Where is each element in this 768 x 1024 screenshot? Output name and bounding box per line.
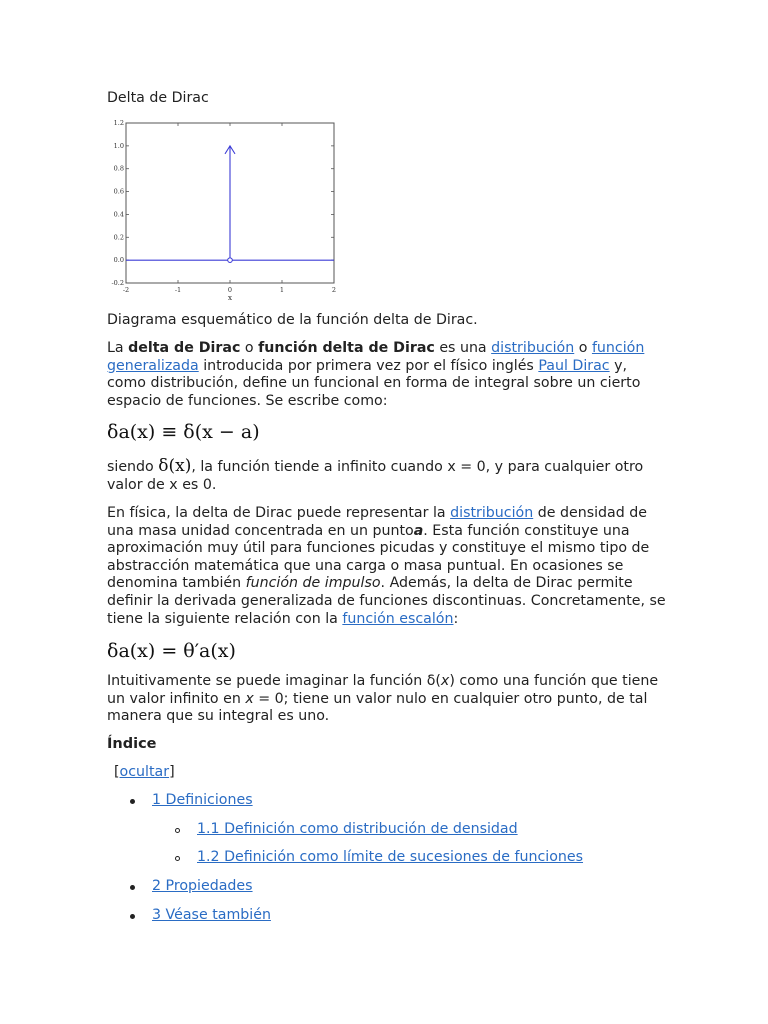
equation-1: δa(x) ≡ δ(x − a) (107, 421, 260, 443)
delta-plot (107, 115, 342, 305)
term-funcion-delta: función delta de Dirac (258, 340, 435, 356)
y-tick-label: -0.2 (111, 279, 124, 287)
toc-title: Índice (107, 736, 157, 752)
y-tick-label: 0.0 (113, 256, 124, 265)
y-tick-label: 0.4 (113, 210, 124, 219)
y-tick-label: 0.8 (113, 164, 124, 173)
x-tick-label: -2 (122, 286, 130, 294)
inline-math-delta: δ(x) (158, 456, 192, 476)
paragraph-fisica: En física, la delta de Dirac puede representar la distribución de densidad de una masa unidad concentrada en un puntoa. Esta función constituye una aproximación muy útil para funciones picudas y constituye el mismo tipo de abstracción matemática que una carga o masa puntual. En ocasiones se denomina también función de impulso. Además, la delta de Dirac permite definir la derivada generalizada de funciones discontinuas. Concretamente, se tiene la siguiente relación con la función escalón: (107, 505, 666, 627)
circle-bullet-icon (175, 856, 180, 861)
bullet-icon (130, 885, 135, 890)
bullet-icon (130, 799, 135, 804)
x-axis-label: x (227, 293, 233, 302)
x-tick-label: 0 (227, 286, 233, 294)
y-tick-label: 1.0 (113, 141, 124, 150)
x-tick-label: 2 (331, 286, 337, 294)
y-tick-label: 1.2 (113, 119, 124, 127)
toc-item-propiedades[interactable]: 2 Propiedades (152, 878, 253, 894)
delta-figure (107, 115, 342, 305)
link-paul-dirac[interactable]: Paul Dirac (538, 357, 610, 374)
circle-bullet-icon (175, 828, 180, 833)
x-tick-label: -1 (174, 286, 182, 294)
link-funcion-escalon[interactable]: función escalón (342, 610, 454, 627)
toc-toggle: [ocultar] (114, 764, 175, 780)
figure-caption: Diagrama esquemático de la función delta de Dirac. (107, 312, 478, 328)
term-delta-de-dirac: delta de Dirac (128, 340, 241, 356)
y-tick-label: 0.2 (113, 233, 124, 242)
toc-hide-link[interactable]: ocultar (119, 764, 170, 780)
y-tick-label: 0.6 (113, 187, 124, 196)
link-funcion-generalizada[interactable]: función generalizada (107, 340, 645, 374)
paragraph-intuitivamente: Intuitivamente se puede imaginar la función δ(x) como una función que tiene un valor infinito en x = 0; tiene un valor nulo en cualquier otro punto, de tal manera que su integral es uno. (107, 673, 659, 725)
toc-item-densidad[interactable]: 1.1 Definición como distribución de densidad (197, 821, 518, 837)
x-tick-label: 1 (279, 286, 285, 294)
origin-point (228, 258, 233, 263)
toc-item-definiciones[interactable]: 1 Definiciones (152, 792, 253, 808)
link-distribucion-2[interactable]: distribución (450, 505, 534, 521)
article-heading: Delta de Dirac (107, 90, 209, 106)
toc-item-limite[interactable]: 1.2 Definición como límite de sucesiones de funciones (197, 849, 584, 865)
bullet-icon (130, 914, 135, 919)
toc-item-vease[interactable]: 3 Véase también (152, 907, 271, 923)
equation-2: δa(x) = θ′a(x) (107, 640, 236, 662)
link-distribucion[interactable]: distribución (491, 340, 575, 356)
paragraph-intro: La delta de Dirac o función delta de Dirac es una distribución o función generalizada introducida por primera vez por el físico inglés Paul Dirac y, como distribución, define un funcional en forma de integral sobre un cierto espacio de funciones. Se escribe como: (107, 340, 645, 409)
paragraph-siendo: siendo δ(x), la función tiende a infinito cuando x = 0, y para cualquier otro valor de x es 0. (107, 456, 644, 493)
